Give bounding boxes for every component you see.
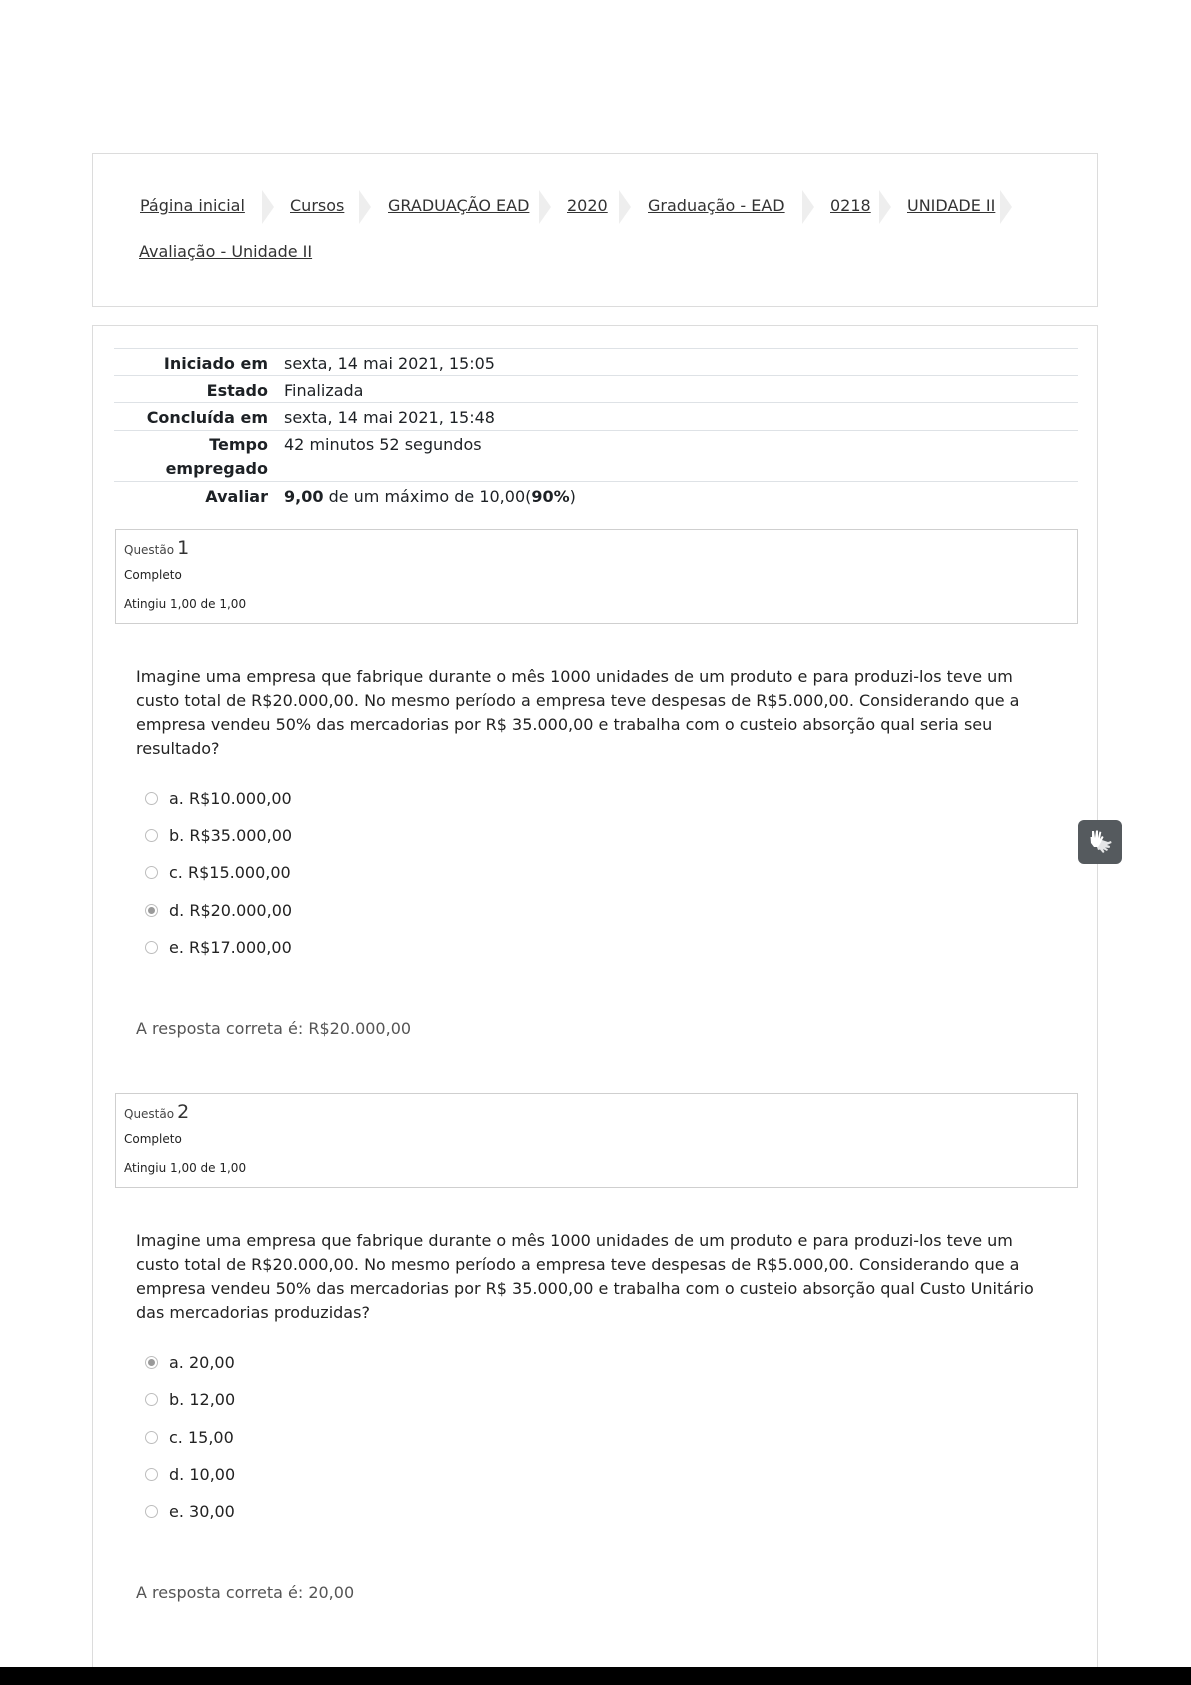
answer-option-label: d. R$20.000,00 [169,901,293,920]
summary-value [284,485,576,509]
radio-button-selected[interactable] [145,904,158,917]
radio-button[interactable] [145,792,158,805]
radio-button[interactable] [145,1505,158,1518]
answer-option-label: b. R$35.000,00 [169,826,293,845]
sign-language-hands-icon [1086,828,1114,856]
question-text-line: Imagine uma empresa que fabrique durante o mês 1000 unidades de um produto e para produzi-los teve um [136,667,1013,686]
radio-button[interactable] [145,1431,158,1444]
answer-option-label: c. 15,00 [169,1428,234,1447]
correct-answer-feedback: A resposta correta é: 20,00 [136,1583,355,1602]
summary-value: sexta, 14 mai 2021, 15:48 [284,408,495,427]
summary-row-completed [114,402,1078,431]
grade-score: 9,00 [284,487,324,506]
summary-label: empregado [165,459,268,478]
breadcrumb-unit-link[interactable]: UNIDADE II [907,196,996,215]
radio-button[interactable] [145,866,158,879]
summary-label: Concluída em [146,408,268,427]
summary-label: Estado [206,381,268,400]
question-text-line: Imagine uma empresa que fabrique durante o mês 1000 unidades de um produto e para produzi-los teve um [136,1231,1013,1250]
summary-value: 42 minutos 52 segundos [284,435,482,454]
grade-middle: de um máximo de 10,00( [323,487,532,506]
question-title-text: Questão [124,543,175,557]
radio-button-selected[interactable] [145,1356,158,1369]
question-grade: Atingiu 1,00 de 1,00 [124,1161,247,1175]
breadcrumb-assessment-link[interactable]: Avaliação - Unidade II [139,242,313,261]
summary-value: sexta, 14 mai 2021, 15:05 [284,354,495,373]
answer-option-label: a. R$10.000,00 [169,789,292,808]
answer-option-label: c. R$15.000,00 [169,863,291,882]
breadcrumb-graduacao-link[interactable]: Graduação - EAD [648,196,785,215]
question-state: Completo [124,568,182,582]
answer-option-label: d. 10,00 [169,1465,236,1484]
breadcrumb-separator-icon [1000,190,1012,224]
question-text-line: empresa vendeu 50% das mercadorias por R$ 35.000,00 e trabalha com o custeio absorção qual Custo Unitário [136,1279,1034,1298]
question-text-line: custo total de R$20.000,00. No mesmo período a empresa teve despesas de R$5.000,00. Considerando que a [136,691,1020,710]
question-text-line: das mercadorias produzidas? [136,1303,370,1322]
summary-row-state [114,375,1078,403]
radio-button[interactable] [145,829,158,842]
accessibility-button[interactable] [1078,820,1122,864]
answer-option-label: e. 30,00 [169,1502,235,1521]
question-title [124,537,189,559]
breadcrumb-year-link[interactable]: 2020 [567,196,608,215]
radio-button[interactable] [145,1468,158,1481]
grade-percent: 90% [531,487,570,506]
breadcrumb-separator-icon [359,190,371,224]
question-info [115,529,1078,624]
correct-answer-feedback: A resposta correta é: R$20.000,00 [136,1019,412,1038]
summary-value: Finalizada [284,381,364,400]
breadcrumb [92,153,1098,307]
radio-button[interactable] [145,941,158,954]
radio-button[interactable] [145,1393,158,1406]
summary-label: Avaliar [205,487,268,506]
question-text-line: empresa vendeu 50% das mercadorias por R$ 35.000,00 e trabalha com o custeio absorção qual seria seu [136,715,993,734]
question-grade: Atingiu 1,00 de 1,00 [124,597,247,611]
breadcrumb-separator-icon [539,190,551,224]
question-state: Completo [124,1132,182,1146]
quiz-review-region [92,325,1098,1675]
question-text [136,1229,1056,1325]
breadcrumb-courses-link[interactable]: Cursos [290,196,345,215]
summary-row-grade [114,481,1078,510]
summary-row-started [114,348,1078,376]
question-number: 1 [177,537,190,559]
breadcrumb-separator-icon [802,190,814,224]
answer-option-label: a. 20,00 [169,1353,235,1372]
question-title-text: Questão [124,1107,175,1121]
bottom-bar [0,1667,1191,1685]
question-text-line: resultado? [136,739,220,758]
question-title [124,1101,189,1123]
summary-row-time [114,430,1078,482]
question-number: 2 [177,1101,190,1123]
summary-label: Iniciado em [163,354,268,373]
breadcrumb-separator-icon [262,190,274,224]
breadcrumb-graduacao-ead-link[interactable]: GRADUAÇÃO EAD [388,196,530,215]
question-text-line: custo total de R$20.000,00. No mesmo período a empresa teve despesas de R$5.000,00. Considerando que a [136,1255,1020,1274]
breadcrumb-home-link[interactable]: Página inicial [140,196,245,215]
grade-end: ) [569,487,576,506]
summary-label: Tempo [209,435,268,454]
answer-option-label: e. R$17.000,00 [169,938,292,957]
breadcrumb-course-code-link[interactable]: 0218 [830,196,871,215]
breadcrumb-separator-icon [879,190,891,224]
answer-option-label: b. 12,00 [169,1390,236,1409]
question-text [136,665,1056,761]
question-info [115,1093,1078,1188]
breadcrumb-separator-icon [619,190,631,224]
